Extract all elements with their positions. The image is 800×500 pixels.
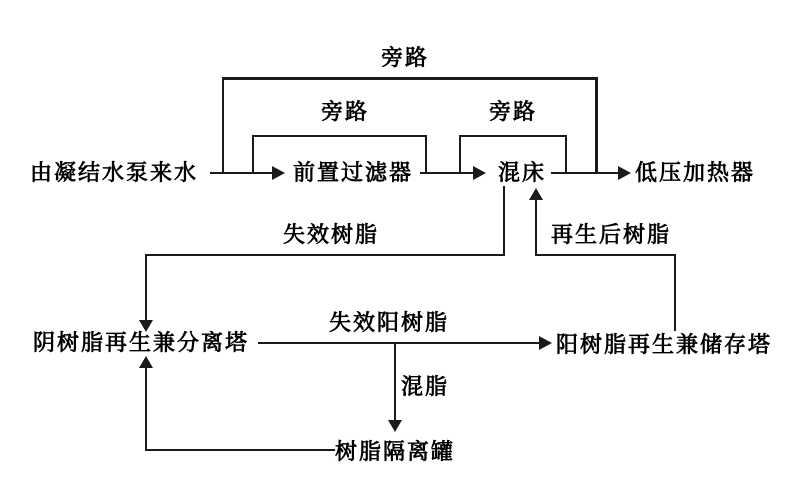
node-resin-isolation-tank: 树脂隔离罐 (335, 439, 456, 464)
prefilter-bypass-right-line (425, 135, 427, 174)
prefilter-bypass-left-line (252, 135, 254, 174)
node-mixed-bed: 混床 (498, 160, 547, 185)
regenerated-resin-horizontal-line (535, 254, 676, 256)
cation-tower-up-line (674, 254, 676, 331)
label-bypass-mixed-bed: 旁路 (489, 99, 538, 124)
node-prefilter: 前置过滤器 (293, 160, 414, 185)
tank-return-horizontal-line (146, 449, 335, 451)
node-anion-tower: 阴树脂再生兼分离塔 (33, 330, 250, 355)
label-spent-cation-resin: 失效阳树脂 (329, 310, 450, 335)
mixedbed-bypass-top-line (459, 135, 567, 137)
big-bypass-right-line (595, 77, 598, 174)
label-bypass-prefilter: 旁路 (321, 99, 370, 124)
label-bypass-main: 旁路 (381, 45, 430, 70)
anion-tower-inlet-line (145, 254, 147, 321)
arrowhead-mixedbed-up-icon (529, 188, 543, 200)
mixedbed-bypass-right-line (565, 135, 567, 174)
spent-resin-horizontal-line (145, 254, 505, 256)
tank-return-vertical-line (145, 368, 147, 451)
arrowhead-prefilter-icon (272, 166, 285, 180)
mixed-resin-down-line (394, 344, 396, 421)
node-cation-tower: 阳树脂再生兼储存塔 (556, 332, 773, 357)
arrowhead-mixedbed-icon (473, 166, 486, 180)
node-source: 由凝结水泵来水 (30, 160, 199, 185)
node-lp-heater: 低压加热器 (635, 160, 756, 185)
main-flow-line-mixedbed-to-heater (551, 172, 619, 174)
mixedbed-down-line (503, 186, 505, 256)
big-bypass-left-line (222, 78, 224, 174)
label-mixed-resin: 混脂 (401, 374, 450, 399)
main-flow-line-source-to-prefilter (210, 172, 273, 174)
spent-cation-resin-line (258, 342, 540, 344)
mixedbed-bypass-left-line (459, 135, 461, 174)
label-regenerated-resin: 再生后树脂 (551, 222, 672, 247)
arrowhead-heater-icon (618, 166, 631, 180)
arrowhead-cation-tower-icon (539, 336, 552, 350)
label-spent-resin: 失效树脂 (283, 222, 380, 247)
arrowhead-tank-down-icon (388, 420, 402, 432)
mixedbed-return-line (535, 200, 537, 256)
main-flow-line-prefilter-to-mixedbed (420, 172, 474, 174)
prefilter-bypass-top-line (252, 135, 427, 137)
big-bypass-top-line (222, 77, 598, 80)
arrowhead-anion-tower-up-icon (139, 356, 153, 368)
